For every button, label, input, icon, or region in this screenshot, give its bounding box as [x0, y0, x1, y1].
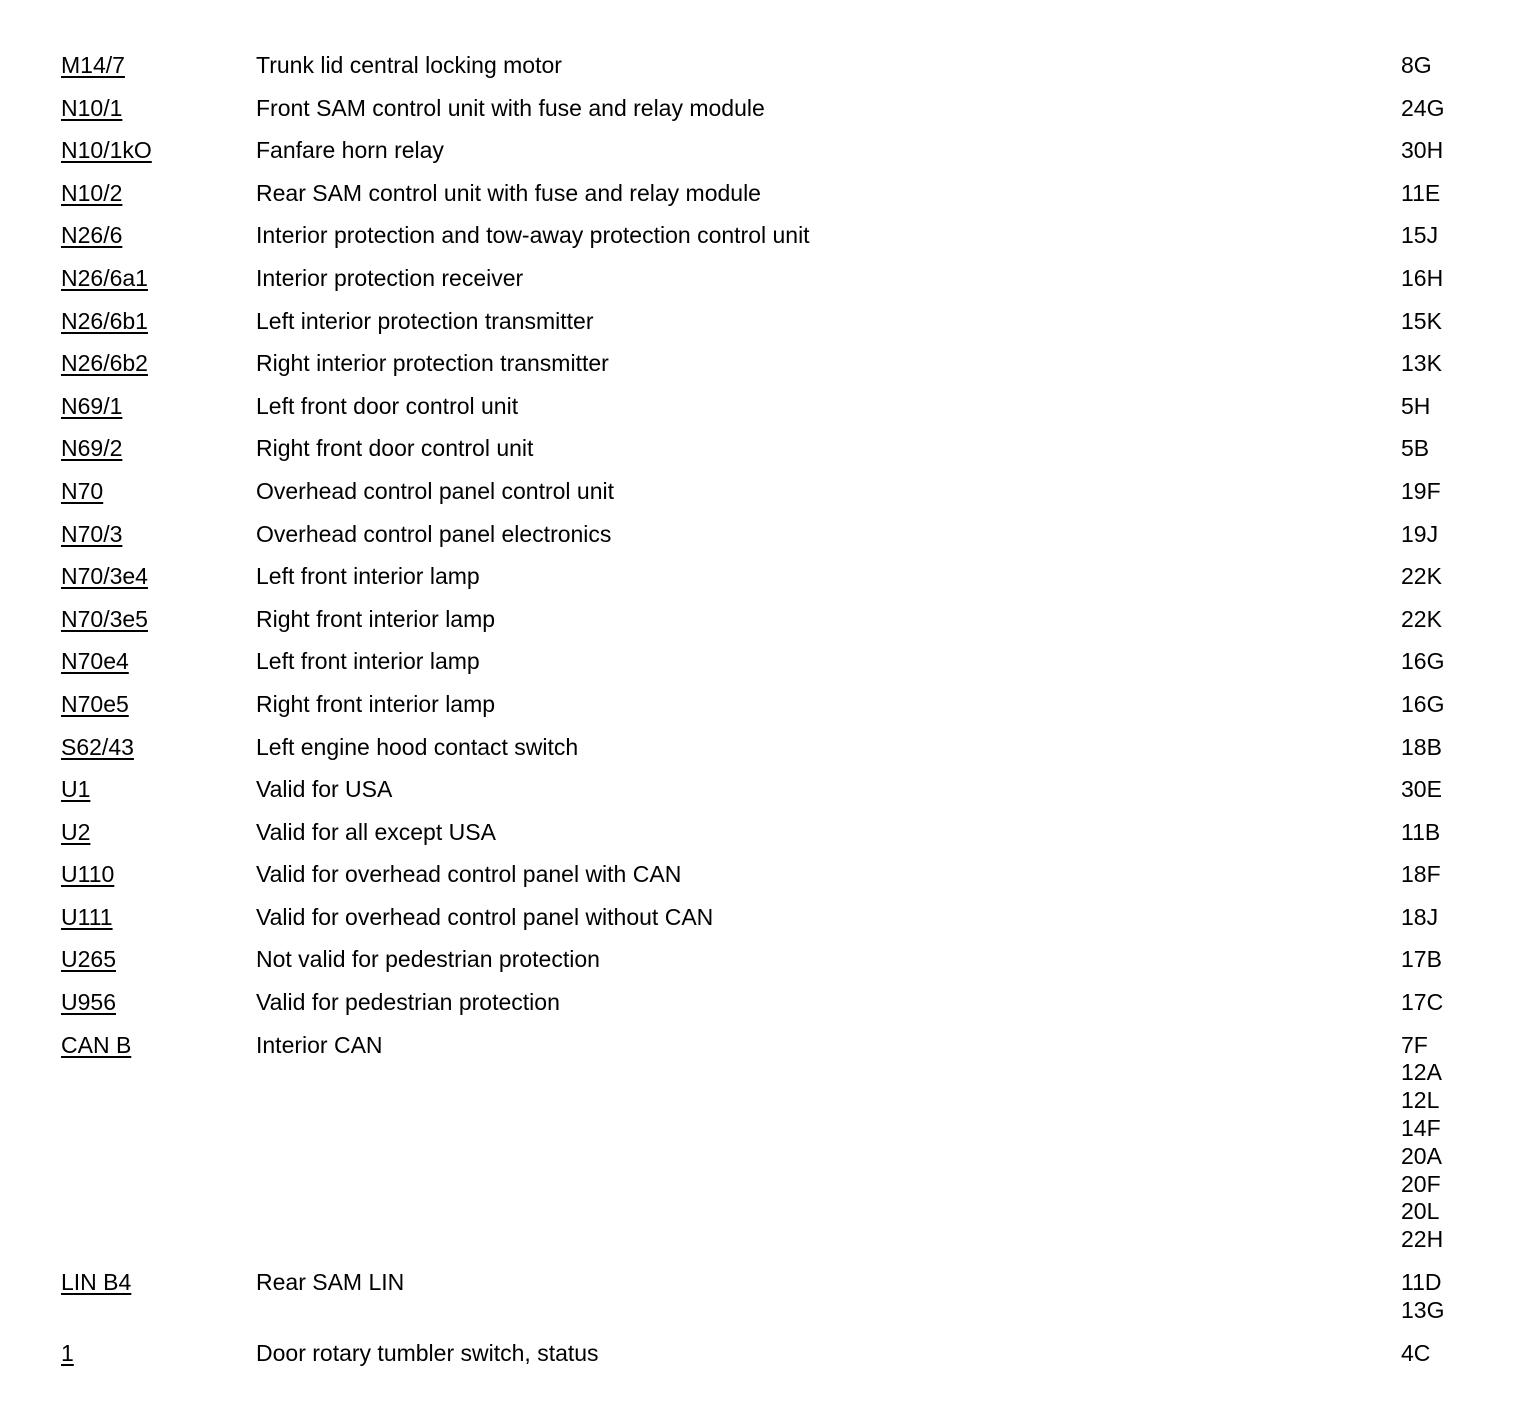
- component-description: Trunk lid central locking motor: [256, 52, 562, 78]
- component-code-link[interactable]: N70e4: [61, 648, 129, 675]
- component-description: Fanfare horn relay: [256, 137, 444, 164]
- grid-reference: 11D: [1401, 1269, 1442, 1296]
- grid-reference-list: [1401, 819, 1481, 847]
- grid-reference: 30E: [1401, 776, 1442, 803]
- component-description: Door rotary tumbler switch, status: [256, 1339, 599, 1366]
- legend-row: [61, 734, 1481, 777]
- component-code-link[interactable]: U265: [61, 946, 116, 973]
- grid-reference: 22H: [1401, 1226, 1444, 1253]
- grid-reference: 22K: [1401, 605, 1442, 632]
- component-code-link[interactable]: N10/1: [61, 94, 123, 121]
- legend-row: [61, 861, 1481, 904]
- grid-reference: 17C: [1401, 989, 1444, 1016]
- grid-reference-list: [1401, 521, 1481, 549]
- grid-reference: 17B: [1401, 946, 1442, 973]
- component-description: Interior CAN: [256, 1031, 383, 1058]
- component-code-link[interactable]: U956: [61, 989, 116, 1016]
- component-code-link[interactable]: N70e5: [61, 690, 129, 717]
- grid-reference: 24G: [1401, 94, 1445, 121]
- legend-row: [61, 435, 1481, 478]
- legend-row: [61, 478, 1481, 521]
- grid-reference-list: [1401, 734, 1481, 762]
- legend-row: [61, 308, 1481, 351]
- component-code-link[interactable]: N70/3e4: [61, 563, 148, 590]
- legend-row: [61, 95, 1481, 138]
- grid-reference: 16G: [1401, 690, 1445, 717]
- grid-reference: 16H: [1401, 264, 1444, 291]
- component-code-link[interactable]: N26/6b2: [61, 350, 148, 377]
- component-description: Valid for overhead control panel without CAN: [256, 903, 714, 930]
- component-description: Rear SAM LIN: [256, 1269, 405, 1296]
- component-code-link[interactable]: N26/6: [61, 222, 123, 249]
- legend-row: [61, 648, 1481, 691]
- component-code-link[interactable]: N26/6b1: [61, 307, 148, 334]
- legend-row: [61, 819, 1481, 862]
- component-code-link[interactable]: N26/6a1: [61, 264, 148, 291]
- grid-reference-list: [1401, 606, 1481, 634]
- grid-reference: 30H: [1401, 137, 1444, 164]
- grid-reference-list: [1401, 904, 1481, 932]
- grid-reference-list: [1401, 350, 1481, 378]
- grid-reference: 19J: [1401, 520, 1439, 547]
- grid-reference-list: [1401, 95, 1481, 123]
- component-code-link[interactable]: M14/7: [61, 52, 125, 78]
- grid-reference: 11B: [1401, 818, 1441, 845]
- grid-reference: 12A: [1401, 1059, 1442, 1086]
- legend-row: [61, 1032, 1481, 1254]
- grid-reference-list: [1401, 393, 1481, 421]
- grid-reference-list: [1401, 180, 1481, 208]
- grid-reference-list: [1401, 648, 1481, 676]
- grid-reference-list: [1401, 52, 1481, 80]
- component-description: Left interior protection transmitter: [256, 307, 594, 334]
- component-code-link[interactable]: CAN B: [61, 1031, 132, 1058]
- component-description: Front SAM control unit with fuse and relay module: [256, 94, 765, 121]
- component-description: Interior protection and tow-away protection control unit: [256, 222, 810, 249]
- grid-reference-list: [1401, 1032, 1481, 1254]
- component-code-link[interactable]: U2: [61, 818, 91, 845]
- legend-row: [61, 691, 1481, 734]
- component-description: Overhead control panel control unit: [256, 477, 614, 504]
- component-description: Interior protection receiver: [256, 264, 524, 291]
- grid-reference: 14F: [1401, 1115, 1441, 1142]
- grid-reference-list: [1401, 1340, 1481, 1368]
- component-description: Valid for USA: [256, 776, 393, 803]
- component-description: Valid for pedestrian protection: [256, 989, 560, 1016]
- component-description: Right front interior lamp: [256, 605, 496, 632]
- component-legend-table: [61, 52, 1481, 1382]
- component-code-link[interactable]: N70/3: [61, 520, 123, 547]
- legend-row: [61, 606, 1481, 649]
- legend-row: [61, 222, 1481, 265]
- legend-row: [61, 265, 1481, 308]
- grid-reference-list: [1401, 989, 1481, 1017]
- grid-reference-list: [1401, 691, 1481, 719]
- component-code-link[interactable]: 1: [61, 1339, 74, 1366]
- grid-reference-list: [1401, 478, 1481, 506]
- legend-row: [61, 1340, 1481, 1383]
- component-description: Left front door control unit: [256, 392, 519, 419]
- grid-reference: 18F: [1401, 861, 1441, 888]
- component-code-link[interactable]: N10/2: [61, 179, 123, 206]
- grid-reference-list: [1401, 435, 1481, 463]
- component-description: Right front interior lamp: [256, 690, 496, 717]
- component-description: Right interior protection transmitter: [256, 350, 609, 377]
- component-code-link[interactable]: N69/1: [61, 392, 123, 419]
- legend-row: [61, 563, 1481, 606]
- legend-row: [61, 946, 1481, 989]
- legend-row: [61, 393, 1481, 436]
- grid-reference-list: [1401, 563, 1481, 591]
- grid-reference: 20L: [1401, 1198, 1440, 1225]
- component-code-link[interactable]: N10/1kO: [61, 137, 152, 164]
- grid-reference: 18B: [1401, 733, 1442, 760]
- grid-reference: 5H: [1401, 392, 1431, 419]
- component-code-link[interactable]: U111: [61, 903, 113, 930]
- grid-reference: 15K: [1401, 307, 1442, 334]
- grid-reference: 16G: [1401, 648, 1445, 675]
- grid-reference-list: [1401, 776, 1481, 804]
- legend-row: [61, 350, 1481, 393]
- legend-row: [61, 180, 1481, 223]
- component-code-link[interactable]: S62/43: [61, 733, 134, 760]
- grid-reference-list: [1401, 861, 1481, 889]
- component-description: Left engine hood contact switch: [256, 733, 579, 760]
- legend-row: [61, 52, 1481, 95]
- component-code-link[interactable]: N70: [61, 477, 104, 504]
- component-code-link[interactable]: U1: [61, 776, 91, 803]
- component-code-link[interactable]: LIN B4: [61, 1269, 132, 1296]
- component-description: Rear SAM control unit with fuse and relay module: [256, 179, 761, 206]
- component-code-link[interactable]: N69/2: [61, 435, 123, 462]
- component-description: Left front interior lamp: [256, 563, 480, 590]
- legend-row: [61, 137, 1481, 180]
- grid-reference-list: [1401, 308, 1481, 336]
- legend-row: [61, 904, 1481, 947]
- grid-reference-list: [1401, 222, 1481, 250]
- component-description: Right front door control unit: [256, 435, 534, 462]
- grid-reference-list: [1401, 265, 1481, 293]
- grid-reference: 8G: [1401, 52, 1432, 78]
- component-description: Valid for overhead control panel with CAN: [256, 861, 682, 888]
- component-code-link[interactable]: U110: [61, 861, 115, 888]
- grid-reference: 22K: [1401, 563, 1442, 590]
- component-description: Overhead control panel electronics: [256, 520, 612, 547]
- grid-reference: 20A: [1401, 1142, 1442, 1169]
- grid-reference: 13K: [1401, 350, 1442, 377]
- legend-row: [61, 1269, 1481, 1325]
- grid-reference-list: [1401, 946, 1481, 974]
- legend-row: [61, 989, 1481, 1032]
- legend-row: [61, 521, 1481, 564]
- grid-reference: 18J: [1401, 903, 1439, 930]
- grid-reference: 19F: [1401, 477, 1441, 504]
- grid-reference: 5B: [1401, 435, 1430, 462]
- component-description: Left front interior lamp: [256, 648, 480, 675]
- component-description: Not valid for pedestrian protection: [256, 946, 600, 973]
- grid-reference: 15J: [1401, 222, 1439, 249]
- grid-reference: 11E: [1401, 179, 1441, 206]
- grid-reference-list: [1401, 1269, 1481, 1325]
- grid-reference: 4C: [1401, 1339, 1431, 1366]
- grid-reference: 20F: [1401, 1170, 1441, 1197]
- legend-row: [61, 776, 1481, 819]
- component-description: Valid for all except USA: [256, 818, 496, 845]
- grid-reference: 13G: [1401, 1296, 1445, 1323]
- grid-reference-list: [1401, 137, 1481, 165]
- component-code-link[interactable]: N70/3e5: [61, 605, 148, 632]
- grid-reference: 12L: [1401, 1087, 1440, 1114]
- grid-reference: 7F: [1401, 1031, 1428, 1058]
